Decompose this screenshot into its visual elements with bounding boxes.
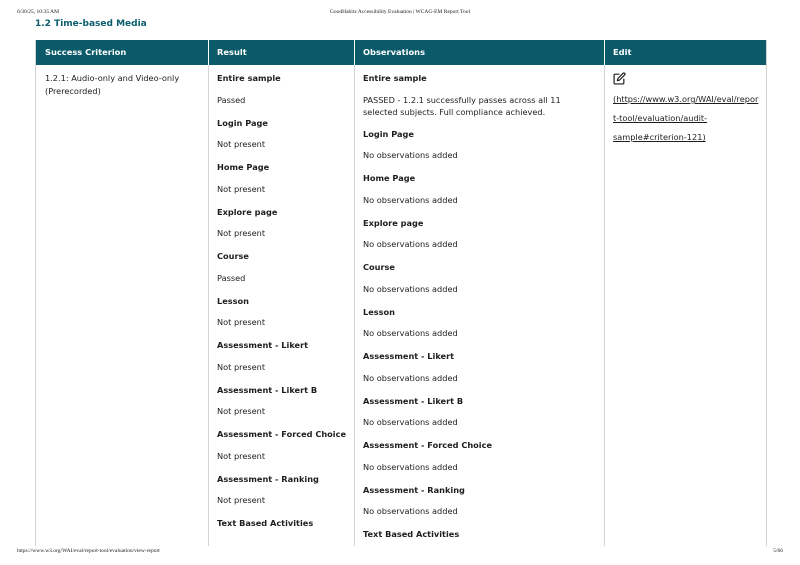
header-divider <box>604 40 605 65</box>
observation-entry-title: Text Based Activities <box>363 529 460 539</box>
report-table <box>35 40 767 546</box>
result-entry <box>217 517 354 529</box>
observation-entry <box>363 350 590 384</box>
header-edit: Edit <box>613 47 632 57</box>
observation-entry-title: Lesson <box>363 306 395 317</box>
result-entry-value: Not present <box>217 228 266 238</box>
header-divider <box>208 40 209 65</box>
result-entry-value: Not present <box>217 406 266 416</box>
observation-entry-value: No observations added <box>363 372 458 383</box>
result-cell <box>208 65 354 540</box>
result-entry-value: Passed <box>217 94 246 105</box>
result-entry-title: Assessment - Likert <box>217 340 309 350</box>
result-entry <box>217 206 354 240</box>
observation-entry-title: Assessment - Ranking <box>363 484 465 495</box>
result-entry <box>217 473 354 507</box>
result-entry-title: Assessment - Ranking <box>217 473 319 484</box>
result-entry <box>217 250 354 284</box>
observation-entry <box>363 306 590 340</box>
observation-entry-value: No observations added <box>363 283 458 294</box>
result-entry <box>217 428 354 462</box>
observation-entry <box>363 439 590 473</box>
observation-entry-title: Assessment - Likert B <box>363 395 464 406</box>
observation-entry <box>363 261 590 295</box>
edit-criterion-link[interactable]: (https://www.w3.org/WAI/eval/report-tool/evaluation/audit-sample#criterion-121) <box>613 94 759 142</box>
result-entry-value: Not present <box>217 183 266 194</box>
observation-entry <box>363 484 590 518</box>
result-entry-title: Explore page <box>217 206 278 217</box>
criterion-cell <box>36 65 208 97</box>
result-entry-title: Login Page <box>217 117 268 128</box>
header-divider <box>354 40 355 65</box>
result-entry-value: Not present <box>217 361 266 372</box>
observation-entry <box>363 172 590 206</box>
observation-entry-title: Login Page <box>363 128 414 139</box>
header-observations: Observations <box>363 47 426 57</box>
print-footer-url: https://www.w3.org/WAI/eval/report-tool/evaluation/view-report <box>17 548 160 554</box>
result-entry-title: Lesson <box>217 295 249 306</box>
result-entry-value: Not present <box>217 450 266 461</box>
header-success-criterion: Success Criterion <box>45 47 127 57</box>
observation-entry <box>363 395 590 429</box>
result-entry <box>217 295 354 329</box>
observation-entry-title: Entire sample <box>363 73 427 83</box>
observation-entry-value: No observations added <box>363 417 458 427</box>
print-date: 6/30/25, 10:35 AM <box>17 9 60 15</box>
observation-entry-value: No observations added <box>363 328 458 338</box>
observation-entry <box>363 72 590 119</box>
result-entry-title: Home Page <box>217 162 270 172</box>
print-header <box>17 9 783 19</box>
edit-cell <box>604 65 766 144</box>
header-result: Result <box>217 47 247 57</box>
observation-entry-value: PASSED - 1.2.1 successfully passes across all 11 selected subjects. Full compliance achieved. <box>363 94 561 117</box>
result-entry <box>217 384 354 418</box>
observation-entry <box>363 128 590 162</box>
observation-entry-value: No observations added <box>363 506 458 516</box>
page-number: 5/66 <box>773 548 783 554</box>
result-entry-title: Text Based Activities <box>217 518 314 528</box>
result-entry-title: Entire sample <box>217 73 281 83</box>
print-title: GoodHabitz Accessibility Evaluation | WCAG-EM Report Tool <box>329 9 471 15</box>
result-entry-value: Not present <box>217 317 266 327</box>
result-entry-value: Not present <box>217 495 266 505</box>
observation-entry-value: No observations added <box>363 461 458 472</box>
result-entry <box>217 339 354 373</box>
observation-entry-title: Assessment - Likert <box>363 351 455 361</box>
result-entry-title: Assessment - Likert B <box>217 384 318 395</box>
observation-entry <box>363 217 590 251</box>
observation-entry-value: No observations added <box>363 194 458 205</box>
observation-entry-title: Explore page <box>363 217 424 228</box>
criterion-text: 1.2.1: Audio-only and Video-only (Prerecorded) <box>45 73 180 96</box>
observation-entry-value: No observations added <box>363 239 458 249</box>
edit-icon[interactable] <box>613 72 760 85</box>
result-entry-title: Course <box>217 251 249 261</box>
result-entry <box>217 117 354 151</box>
result-entry <box>217 161 354 195</box>
observation-entry-title: Home Page <box>363 173 416 183</box>
observations-cell <box>354 65 604 546</box>
result-entry-title: Assessment - Forced Choice <box>217 429 347 439</box>
section-heading: 1.2 Time-based Media <box>35 19 147 29</box>
result-entry-value: Passed <box>217 272 246 283</box>
result-entry-value: Not present <box>217 139 266 149</box>
observation-entry-title: Course <box>363 262 395 272</box>
observation-entry-value: No observations added <box>363 150 458 160</box>
print-footer <box>17 548 783 558</box>
result-entry <box>217 72 354 106</box>
observation-entry <box>363 528 590 540</box>
observation-entry-title: Assessment - Forced Choice <box>363 440 493 450</box>
table-header <box>36 40 766 65</box>
